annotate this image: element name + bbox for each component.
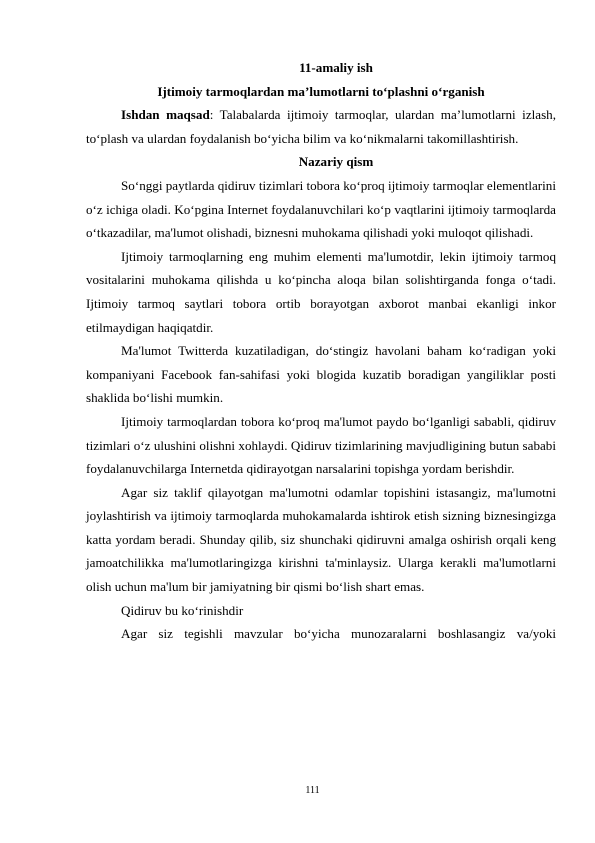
paragraph-4: Ijtimoiy tarmoqlardan tobora ko‘proq ma'lumot paydo bo‘lganligi sababli, qidiruv tizimlari o‘z ulushini olishni xohlaydi. Qidiruv tizimlarining mavjudligining butun sababi foydalanuvchilarga Internetda qidirayotgan narsalarini topishga yordam berishdir. — [86, 413, 556, 477]
paragraph-6: Qidiruv bu ko‘rinishdir — [121, 602, 244, 618]
section-heading: Nazariy qism — [298, 154, 374, 170]
paragraph-3: Ma'lumot Twitterda kuzatiladigan, do‘stingiz havolani baham ko‘radigan yoki kompaniyani Facebook fan-sahifasi yoki blogida kuzatib boradigan yangiliklar posti shaklida bo‘lishi mumkin. — [86, 343, 556, 406]
document-page — [86, 56, 556, 646]
aim-label: Ishdan maqsad — [121, 107, 210, 123]
document-subtitle: Ijtimoiy tarmoqlardan ma’lumotlarni to‘plashni o‘rganish — [157, 83, 485, 99]
paragraph-2: Ijtimoiy tarmoqlarning eng muhim elementi ma'lumotdir, lekin ijtimoiy tarmoq vositalarini muhokama qilishda u ko‘pincha aloqa bilan solishtirganda fonga o‘tadi. Ijtimoiy tarmoq saytlari tobora ortib borayotgan axborot manbai ekanligi inkor etilmaydigan haqiqatdir. — [86, 248, 556, 335]
paragraph-1: So‘nggi paytlarda qidiruv tizimlari tobora ko‘proq ijtimoiy tarmoqlar elementlarini o‘z ichiga oladi. Ko‘pgina Internet foydalanuvchilari ko‘p vaqtlarini ijtimoiy tarmoqlarda o‘tkazadilar, ma'lumot olishadi, biznesni muhokama qilishadi yoki muloqot qilishadi. — [86, 177, 556, 241]
paragraph-5: Agar siz taklif qilayotgan ma'lumotni odamlar topishini istasangiz, ma'lumotni joylashtirish va ijtimoiy tarmoqlarda muhokamalarda ishtirok etish sizning biznesingizga katta yordam beradi. Shunday qilib, siz shunchaki qidiruvni amalga oshirish orqali keng jamoatchilikka ma'lumotlaringizga kirishni ta'minlaysiz. Ularga kerakli ma'lumotlarni olish uchun ma'lum bir jamiyatning bir qismi bo‘lish shart emas. — [86, 484, 556, 595]
aim-text: : Talabalarda ijtimoiy tarmoqlar, ulardan ma’lumotlarni izlash, to‘plash va ulardan foydalanish bo‘yicha bilim va ko‘nikmalarni takomillashtirish. — [86, 107, 556, 146]
document-title: 11-amaliy ish — [299, 60, 373, 75]
aim-paragraph — [86, 103, 556, 150]
page-number: 111 — [305, 785, 320, 796]
paragraph-7: Agar siz tegishli mavzular bo‘yicha munozaralarni boshlasangiz va/yoki — [121, 626, 556, 642]
